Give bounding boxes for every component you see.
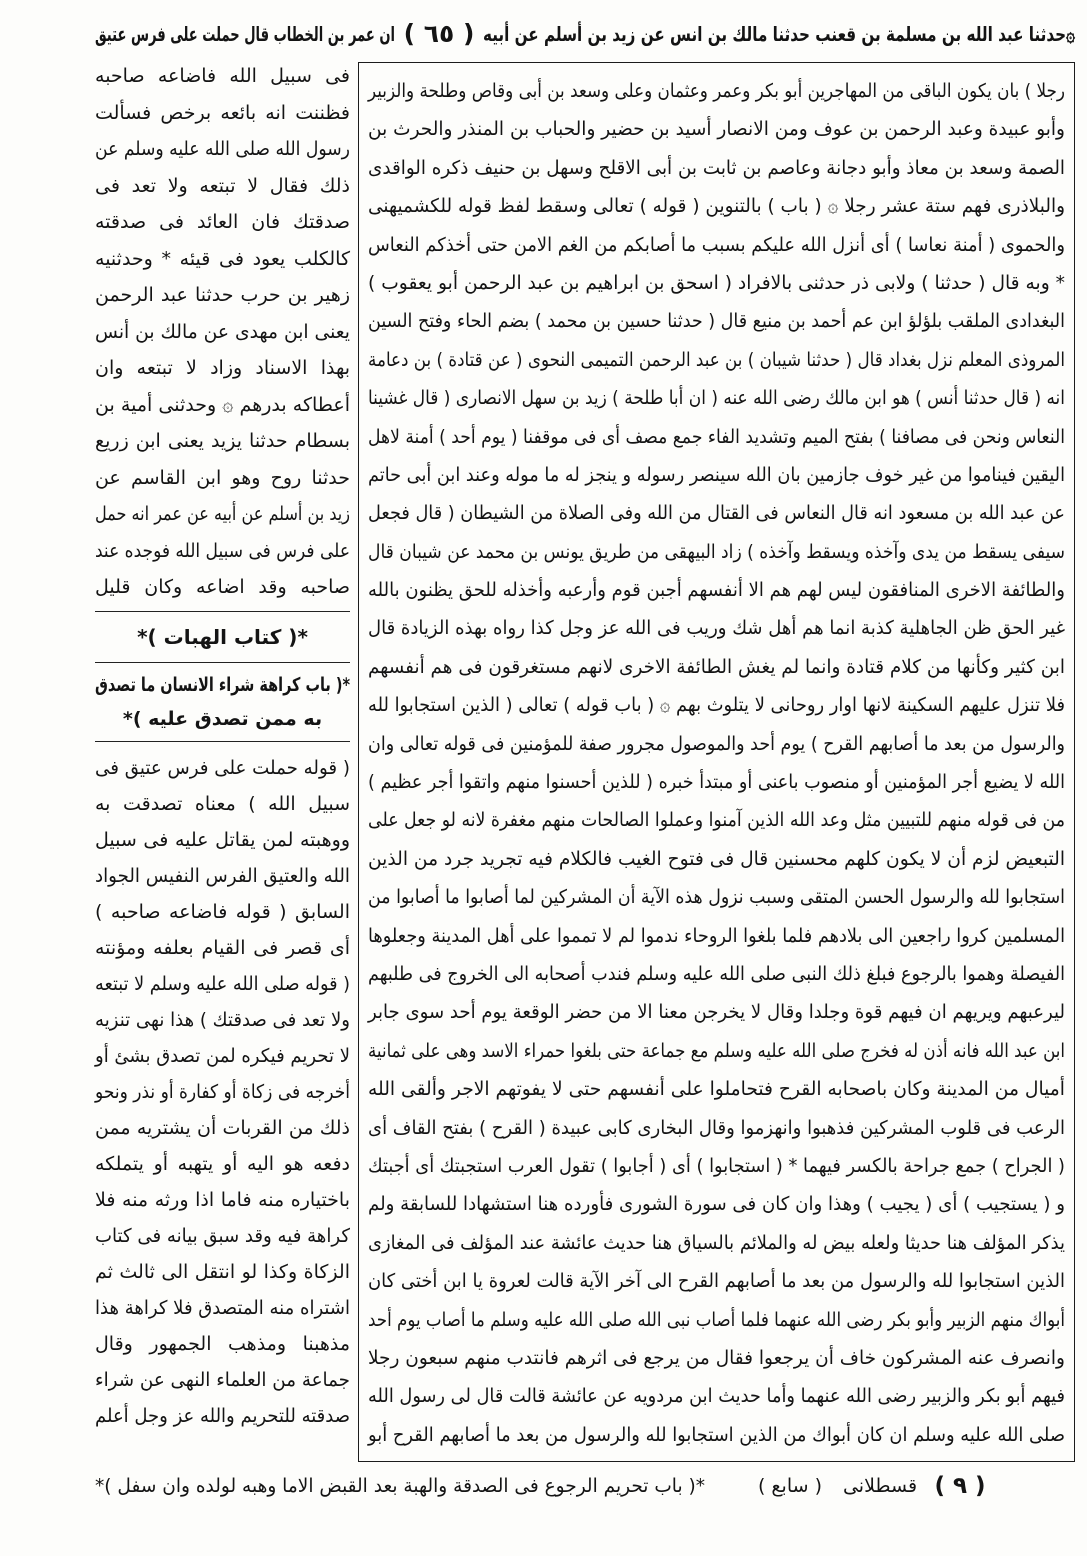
main-text-line: وأبو عبيدة وعبد الرحمن بن عوف ومن الانصار أسيد بن حضير والحباب بن المنذر والحرث بن [368,118,1066,141]
main-text-line: صلى الله عليه وسلم ان كان أبواك من الذين استجابوا لله والرسول من بعد ما أصابهم القرح أبو [368,1423,1065,1446]
main-text-line: أبواك منهم الزبير وأبو بكر رضى الله عنهما فلما أصاب نبى الله صلى الله عليه وسلم ما أصاب يوم أحد [367,1308,1065,1331]
main-text-line: والحموى ( أمنة نعاسا ) أى أنزل الله عليكم بسبب ما أصابكم من الغم الامن حتى أخذكم النعاس [367,233,1065,256]
margin-commentary-line: الله والعتيق الفرس النفيس الجواد [94,865,351,887]
main-text-line: البغدادى الملقب بلؤلؤ ابن عم أحمد بن منيع قال ( حدثنا حسين بن محمد ) بضم الحاء وفتح السين [367,310,1065,333]
main-text-line: الذين استجابوا لله والرسول من بعد ما أصابهم القرح الى آخر الآية قالت لعروة يا ابن أختى كان [367,1270,1065,1293]
main-text-line: الفيصلة وهموا بالرجوع فبلغ ذلك النبى صلى الله عليه وسلم فندب أصحابه الى الخروج فى طلبهم [368,962,1066,985]
margin-hadith-line: بهذا الاسناد وزاد لا تبتعه وان [94,357,350,379]
header-hadith-text-left: ان عمر بن الخطاب قال حملت على فرس عتيق [94,22,395,46]
main-text-line: النعاس ونحن فى مصافنا ) بفتح الميم وتشديد الفاء جمع مصف أى فى موقفنا ( يوم أحد ) أمنة لاهل [368,425,1066,448]
margin-commentary-block [95,750,350,1434]
margin-commentary-line: أى قصر فى القيام بعلفه ومؤنته [95,937,350,959]
margin-hadith-block [95,58,350,606]
main-text-line: فيهم أبو بكر والزبير رضى الله عنهما وأما حديث ابن مردويه عن عائشة قالت قال لى رسول الله [368,1385,1065,1408]
next-chapter-heading: *( باب تحريم الرجوع فى الصدقة والهبة بعد القبض الاما وهبه لولده وان سفل )* [95,1475,705,1497]
main-text-line: والبلاذرى فهم ستة عشر رجلا ۞ ( باب ) بالتنوين ( قوله ) تعالى وسقط لفظ قوله للكشميهنى [368,195,1065,218]
main-text-line: ابن عبد الله فانه أذن له فخرج صلى الله عليه وسلم مع جماعة حتى بلغوا حمراء الاسد وهى على ثمانية [368,1039,1065,1062]
chapter-title-line: *( باب كراهة شراء الانسان ما تصدق [95,674,350,696]
main-text-line: والرسول من بعد ما أصابهم القرح ) يوم أحد والموصول مجرور صفة للمؤمنين فى قوله تعالى وان [368,732,1065,755]
main-text-line: استجابوا لله والرسول الحسن المتقى وسبب نزول هذه الآية أن المشركين لما أصابوا ما أصابوا من [368,886,1065,909]
book-title: *( كتاب الهبات )* [137,625,308,649]
main-text-line: وانصرف عنه المشركون خاف أن يرجعوا فقال من يرجع فى اثرهم فانتدب منهم سبعون رجلا [367,1346,1065,1369]
page-footer [95,1466,995,1506]
margin-commentary-line: صدقته للتحريم والله عز وجل أعلم [95,1405,350,1427]
main-text-line: و ( يستجيب ) أى ( يجيب ) وهذا وان كان فى سورة الشورى فأورده هنا استشهادا للسابقة ولم [368,1193,1065,1216]
margin-hadith-line: فى سبيل الله فاضاعه صاحبه [95,65,350,87]
margin-book-title-block [95,616,350,658]
margin-hadith-line: أعطاكه بدرهم ۞ وحدثنى أمية بن [95,393,350,416]
chapter-title-line: به ممن تصدق عليه )* [122,708,323,730]
header-hadith-text-right: ۞حدثنا عبد الله بن مسلمة بن قعنب حدثنا مالك بن انس عن زيد بن أسلم عن أبيه [483,22,1075,46]
margin-commentary-line: ( قوله صلى الله عليه وسلم لا تبتعه [95,973,350,995]
margin-commentary-line: كراهة فيه وقد سبق بيانه فى كتاب [95,1225,351,1247]
main-text-line: فلا تنزل عليهم السكينة لانها اوار روحانى لا يتلوث بهم ۞ ( باب قوله ) تعالى ( الذين استجابوا لله [367,694,1066,717]
margin-hadith-line: زيد بن أسلم عن أبيه عن عمر انه حمل [95,503,350,525]
main-text-line: المسلمين كروا راجعين الى بلادهم فلما بلغوا الروحاء ندموا لم لا تمموا على أهل المدينة وجعلوها [367,924,1066,947]
margin-commentary-line: ووهبته لمن يقاتل عليه فى سبيل [95,829,350,851]
margin-chapter-title-block [95,668,350,736]
main-text-line: انه ( قال حدثنا أنس ) هو ابن مالك رضى الله عنه ( ان أبا طلحة ) زيد بن سهل الانصارى ( قال غشينا [367,387,1065,410]
margin-commentary-line: باختياره منه فاما اذا ورثه منه فلا [95,1189,350,1211]
main-text-line: المروذى المعلم نزل بغداد قال ( حدثنا شيبان ) بن عبد الرحمن التميمى النحوى ( عن قتادة ) بن دعامة [368,348,1065,371]
main-text-line: ليرعبهم ويريهم ان فيهم قوة وجلدا وقال لا يخرجن معنا الا من حضر الوقعة يوم أحد سوى جابر [367,1001,1065,1024]
main-text-line: ( الجراح ) جمع جراحة بالكسر فيهما * ( استجابوا ) أى ( أجابوا ) تقول العرب استجبتك أى أجبتك [367,1154,1065,1177]
margin-hadith-line: ذلك فقال لا تبتعه ولا تعد فى [95,174,350,197]
margin-hadith-line: على فرس فى سبيل الله فوجده عند [94,539,350,562]
margin-hadith-line: يعنى ابن مهدى عن مالك بن أنس [95,320,350,343]
margin-divider [95,741,350,742]
margin-hadith-line: صدقتك فان العائد فى صدقته [95,211,350,233]
margin-commentary-line: دفعه هو اليه أو يتهبه أو يتملكه [94,1153,350,1175]
margin-hadith-line: فظننت انه بائعه برخص فسألت [94,101,350,124]
margin-hadith-line: حدثنا روح وهو ابن القاسم عن [94,466,350,489]
margin-hadith-line: رسول الله صلى الله عليه وسلم عن [94,138,350,160]
page-number: ( ٦٥ ) [403,19,475,48]
main-text-line: من فى قوله منهم للتبيين مثل وعد الله الذين آمنوا وعملوا الصالحات منهم مغفرة لانه لو جعل على [368,809,1065,832]
margin-hadith-line: زهير بن حرب حدثنا عبد الرحمن [95,284,350,306]
margin-commentary-line: ذلك من القربات أن يشتريه ممن [94,1117,350,1139]
margin-commentary-line: ( قوله حملت على فرس عتيق فى [95,757,350,779]
margin-hadith-line: كالكلب يعود فى قيئه * وحدثنيه [95,247,350,270]
margin-commentary-line: مذهبنا ومذهب الجمهور وقال [95,1333,350,1355]
margin-hadith-line: صاحبه وقد اضاعه وكان قليل [95,576,350,598]
main-text-line: سيفى يسقط من يدى وآخذه ويسقط وآخذه ) زاد البيهقى من طريق يونس بن محمد عن شيبان قال [368,540,1065,563]
main-text-line: اليقين فيناموا من غير خوف جازمين بان الله سينصر رسوله و ينجز له ما موله وعند ابن أبى حاتم [367,463,1065,486]
main-text-line: غير الحق ظن الجاهلية كذبة انما هم أهل شك وريب فى الله عز وجل كذا رواه بهذه الزيادة قال [367,617,1065,640]
page-header [95,12,1075,56]
margin-commentary-line: جماعة من العلماء النهى عن شراء [94,1369,351,1391]
main-text-line: الله لا يضيع أجر المؤمنين أو منصوب باعنى أو مبتدأ خبره ( للذين أحسنوا منهم واتقوا أجر عظيم ) [368,771,1066,794]
main-text-line: يذكر المؤلف هنا حديثا ولعله بيض له والملائم بالسياق هنا حديث عائشة عند المؤلف فى المغازى [367,1231,1065,1254]
margin-commentary-line: الزكاة وكذا لو انتقل الى ثالث ثم [94,1261,350,1283]
margin-commentary-line: أخرجه فى زكاة أو كفارة أو نذر ونحو [95,1081,350,1103]
margin-divider [95,662,350,663]
margin-commentary-line: اشتراه منه المتصدق فلا كراهة هذا [95,1297,350,1319]
main-text-line: التبعيض لزم أن لا يكون كلهم محسنين قال فى فتوح الغيب فالكلام فيه تجريد جرد من الذين [368,847,1065,870]
main-text-line: الصمة وسعد بن معاذ وأبو دجانة وعاصم بن ثابت بن أبى الاقلح وسهل بن حنيف ذكره الواقدى [368,156,1065,179]
main-text-line: الرعب فى قلوب المشركين فذهبوا وانهزموا وقال البخارى كابى عبيدة ( القرح ) بفتح القاف أى [367,1116,1065,1139]
main-text-line: عن عبد الله بن مسعود انه قال النعاس فى القتال من الله وفى الصلاة من الشيطان ( قال فجعل [368,502,1066,525]
margin-commentary-line: ولا تعد فى صدقتك ) هذا نهى تنزيه [95,1009,350,1031]
main-text-line: * وبه قال ( حدثنا ) ولابى ذر حدثنى بالافراد ( اسحق بن ابراهيم بن عبد الرحمن أبو يعقوب ) [368,271,1065,294]
main-text-line: والطائفة الاخرى المنافقون ليس لهم هم الا أنفسهم أجبن قوم وأرعبه وأخذله للحق يظنون بالله [368,579,1065,602]
signature-mark: ( ٩ ) [934,1473,986,1499]
margin-hadith-line: بسطام حدثنا يزيد يعنى ابن زريع [95,430,350,452]
margin-commentary-line: السابق ( قوله فاضاعه صاحبه ) [95,901,350,923]
margin-commentary-line: سبيل الله ) معناه تصدقت به [94,793,350,815]
main-text-line: أميال من المدينة وكان باصحابه القرح فتحاملوا على أنفسهم حتى لا يفوتهم الاجر وألقى الله [368,1078,1065,1101]
volume-label: ( سابع ) [757,1475,822,1497]
main-text-line: ابن كثير وكأنها من كلام قتادة وانما لم يغش الطائفة الاخرى لانهم مستغرقون فى هم أنفسهم [368,655,1065,678]
main-text-line: رجلا ) بان يكون الباقى من المهاجرين أبو بكر وعمر وعثمان وعلى وسعد بن أبى وقاص وطلحة والزبير [367,80,1065,102]
margin-commentary-line: لا تحريم فيكره لمن تصدق بشئ أو [94,1045,350,1067]
book-name: قسطلانى [842,1475,918,1497]
main-text-block [368,72,1065,1454]
margin-divider [95,611,350,612]
